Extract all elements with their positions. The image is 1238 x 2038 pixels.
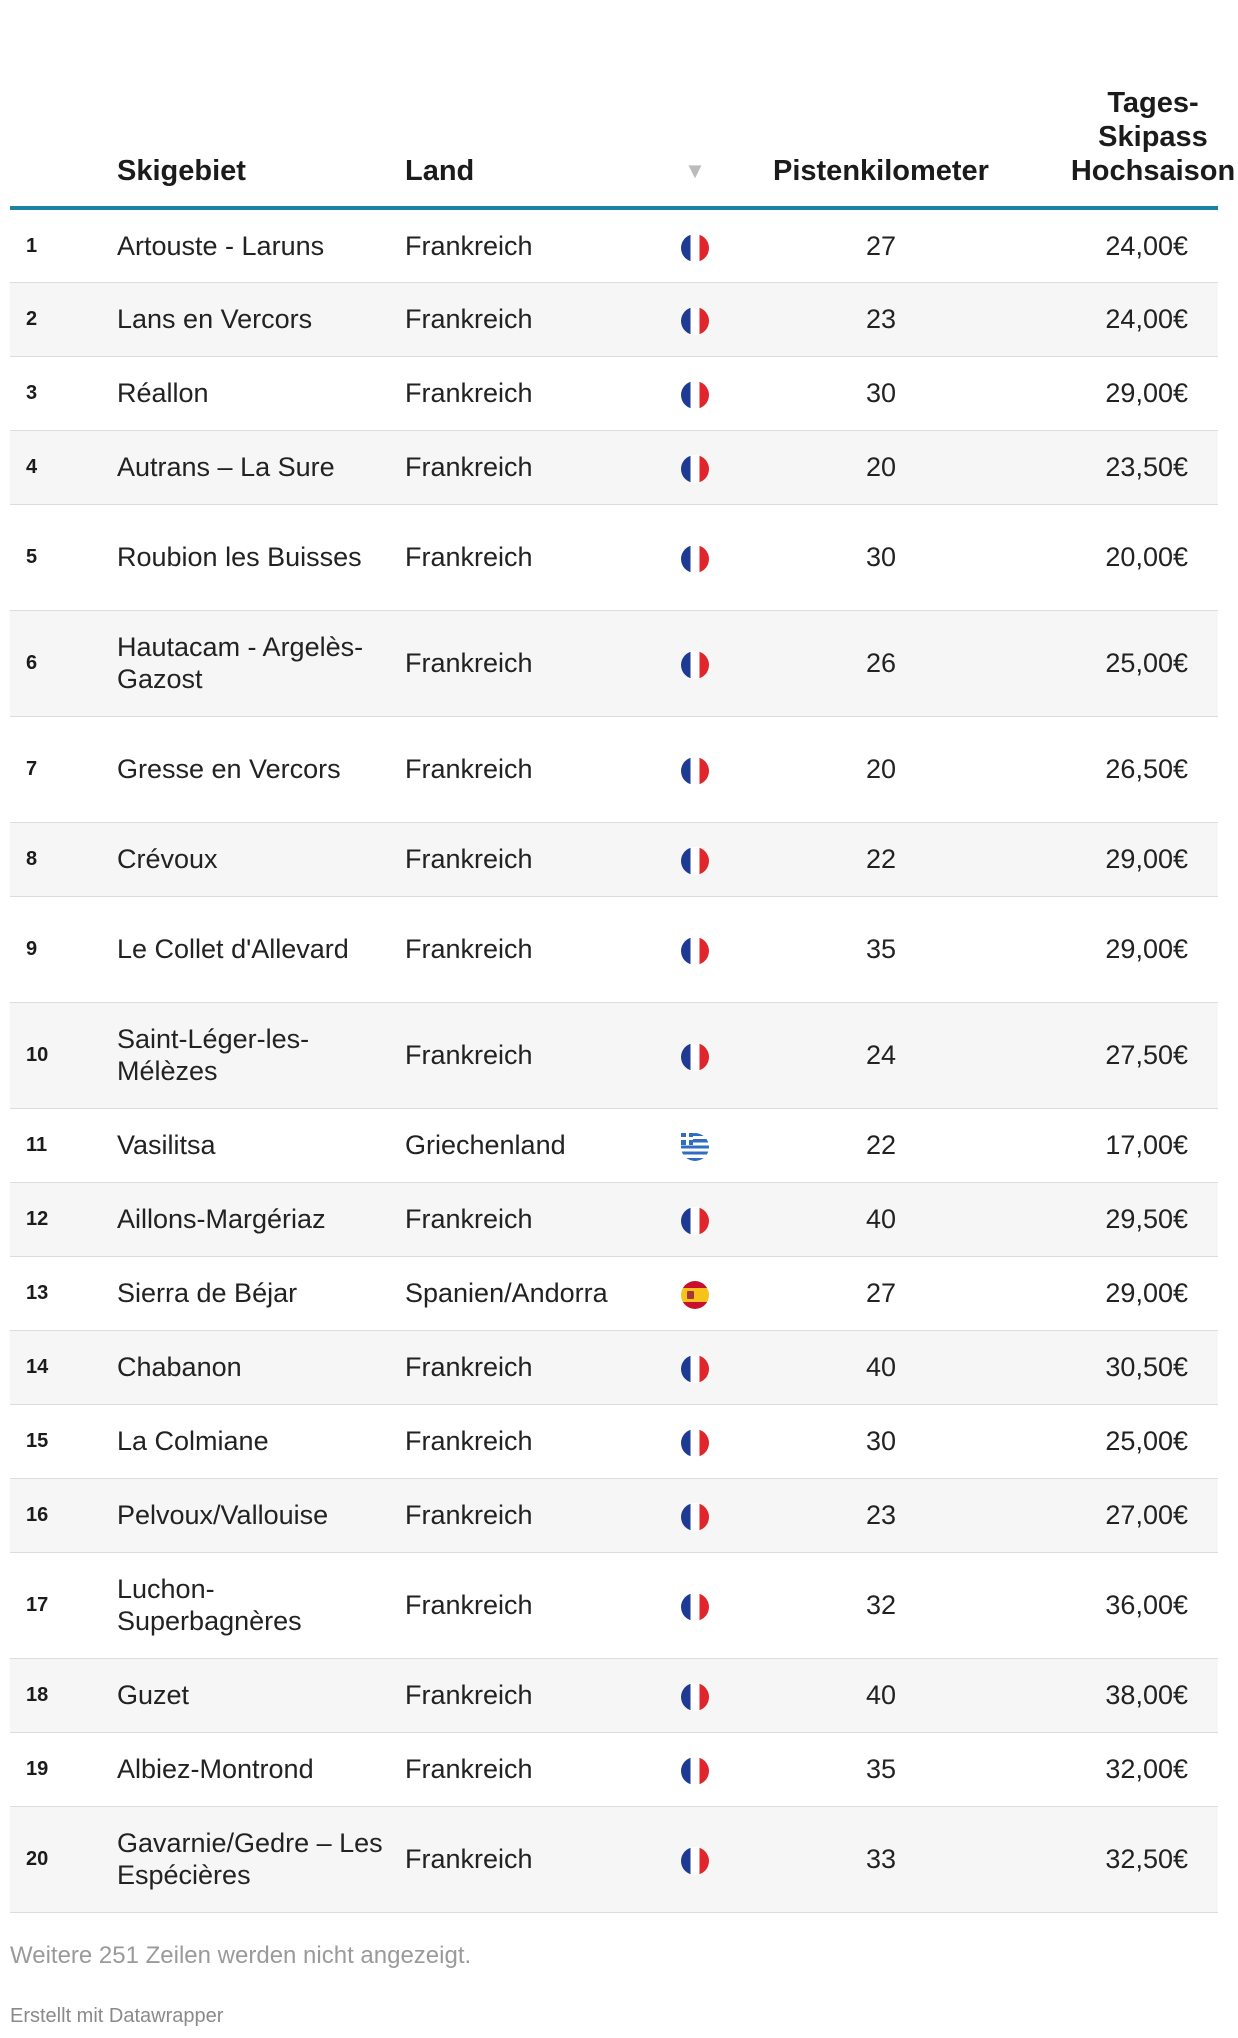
row-skigebiet: Saint-Léger-les-Mélèzes <box>117 1002 405 1108</box>
row-skipass-price: 26,50€ <box>1007 716 1218 822</box>
sort-indicator-icon[interactable]: ▼ <box>635 0 755 208</box>
greece-flag-icon <box>681 1133 709 1161</box>
table-row <box>10 716 1218 822</box>
row-pistenkilometer: 27 <box>755 1256 1007 1330</box>
row-skigebiet: Crévoux <box>117 822 405 896</box>
row-rank: 1 <box>10 208 117 282</box>
header-skigebiet[interactable]: Skigebiet <box>117 0 405 208</box>
france-flag-icon <box>681 1683 709 1711</box>
row-pistenkilometer: 35 <box>755 896 1007 1002</box>
row-rank: 15 <box>10 1404 117 1478</box>
row-rank: 2 <box>10 282 117 356</box>
row-skipass-price: 25,00€ <box>1007 610 1218 716</box>
row-rank: 5 <box>10 504 117 610</box>
row-skigebiet: Sierra de Béjar <box>117 1256 405 1330</box>
row-skigebiet: Vasilitsa <box>117 1108 405 1182</box>
row-skigebiet: Autrans – La Sure <box>117 430 405 504</box>
row-pistenkilometer: 20 <box>755 716 1007 822</box>
row-skipass-price: 29,00€ <box>1007 1256 1218 1330</box>
table-row <box>10 1552 1218 1658</box>
row-skigebiet: Chabanon <box>117 1330 405 1404</box>
row-flag <box>635 716 755 822</box>
row-flag <box>635 208 755 282</box>
row-pistenkilometer: 33 <box>755 1806 1007 1912</box>
row-skipass-price: 30,50€ <box>1007 1330 1218 1404</box>
row-skigebiet: Guzet <box>117 1658 405 1732</box>
france-flag-icon <box>681 1503 709 1531</box>
row-rank: 7 <box>10 716 117 822</box>
row-rank: 3 <box>10 356 117 430</box>
row-pistenkilometer: 40 <box>755 1658 1007 1732</box>
row-rank: 4 <box>10 430 117 504</box>
row-skigebiet: Gavarnie/Gedre – Les Espécières <box>117 1806 405 1912</box>
row-flag <box>635 504 755 610</box>
row-pistenkilometer: 32 <box>755 1552 1007 1658</box>
row-pistenkilometer: 22 <box>755 822 1007 896</box>
row-skigebiet: La Colmiane <box>117 1404 405 1478</box>
row-skigebiet: Gresse en Vercors <box>117 716 405 822</box>
row-skigebiet: Aillons-Margériaz <box>117 1182 405 1256</box>
row-skipass-price: 23,50€ <box>1007 430 1218 504</box>
row-flag <box>635 896 755 1002</box>
row-land: Frankreich <box>405 1806 635 1912</box>
row-skigebiet: Hautacam - Argelès-Gazost <box>117 610 405 716</box>
table-row <box>10 1330 1218 1404</box>
row-land: Frankreich <box>405 1478 635 1552</box>
france-flag-icon <box>681 1429 709 1457</box>
row-flag <box>635 430 755 504</box>
more-rows-note: Weitere 251 Zeilen werden nicht angezeigt. <box>10 1942 472 1969</box>
table-row <box>10 1404 1218 1478</box>
row-pistenkilometer: 22 <box>755 1108 1007 1182</box>
row-skigebiet: Lans en Vercors <box>117 282 405 356</box>
row-flag <box>635 1552 755 1658</box>
row-skipass-price: 27,50€ <box>1007 1002 1218 1108</box>
row-skigebiet: Artouste - Laruns <box>117 208 405 282</box>
row-flag <box>635 356 755 430</box>
row-flag <box>635 1478 755 1552</box>
row-skipass-price: 17,00€ <box>1007 1108 1218 1182</box>
table-row <box>10 1108 1218 1182</box>
row-pistenkilometer: 40 <box>755 1182 1007 1256</box>
france-flag-icon <box>681 455 709 483</box>
row-rank: 17 <box>10 1552 117 1658</box>
row-land: Frankreich <box>405 208 635 282</box>
table-row <box>10 896 1218 1002</box>
row-flag <box>635 1256 755 1330</box>
row-pistenkilometer: 23 <box>755 1478 1007 1552</box>
datawrapper-credit-link[interactable]: Erstellt mit Datawrapper <box>10 2005 224 2027</box>
row-land: Frankreich <box>405 1002 635 1108</box>
row-skipass-price: 25,00€ <box>1007 1404 1218 1478</box>
ski-resort-table <box>10 0 1236 1913</box>
row-skigebiet: Roubion les Buisses <box>117 504 405 610</box>
table-row <box>10 1806 1218 1912</box>
row-land: Frankreich <box>405 356 635 430</box>
row-land: Griechenland <box>405 1108 635 1182</box>
table-row <box>10 610 1218 716</box>
table-row <box>10 1478 1218 1552</box>
france-flag-icon <box>681 937 709 965</box>
row-pistenkilometer: 20 <box>755 430 1007 504</box>
row-land: Frankreich <box>405 1404 635 1478</box>
table-row <box>10 504 1218 610</box>
table-row <box>10 1658 1218 1732</box>
row-skipass-price: 32,00€ <box>1007 1732 1218 1806</box>
row-flag <box>635 1806 755 1912</box>
row-rank: 18 <box>10 1658 117 1732</box>
row-land: Frankreich <box>405 610 635 716</box>
row-skipass-price: 29,00€ <box>1007 822 1218 896</box>
row-flag <box>635 1330 755 1404</box>
row-skipass-price: 29,00€ <box>1007 896 1218 1002</box>
row-land: Frankreich <box>405 896 635 1002</box>
table-row <box>10 208 1218 282</box>
row-skipass-price: 24,00€ <box>1007 282 1218 356</box>
row-pistenkilometer: 30 <box>755 1404 1007 1478</box>
row-rank: 19 <box>10 1732 117 1806</box>
row-land: Frankreich <box>405 822 635 896</box>
row-rank: 13 <box>10 1256 117 1330</box>
france-flag-icon <box>681 651 709 679</box>
france-flag-icon <box>681 545 709 573</box>
row-rank: 9 <box>10 896 117 1002</box>
row-rank: 16 <box>10 1478 117 1552</box>
row-land: Frankreich <box>405 430 635 504</box>
table-row <box>10 1182 1218 1256</box>
row-land: Frankreich <box>405 282 635 356</box>
row-skipass-price: 24,00€ <box>1007 208 1218 282</box>
row-flag <box>635 822 755 896</box>
row-rank: 10 <box>10 1002 117 1108</box>
row-land: Frankreich <box>405 1330 635 1404</box>
row-pistenkilometer: 23 <box>755 282 1007 356</box>
row-skipass-price: 32,50€ <box>1007 1806 1218 1912</box>
row-skipass-price: 29,50€ <box>1007 1182 1218 1256</box>
row-skipass-price: 20,00€ <box>1007 504 1218 610</box>
header-rank[interactable] <box>10 0 117 208</box>
row-flag <box>635 1732 755 1806</box>
header-pistenkilometer[interactable]: Pistenkilometer <box>755 0 1007 208</box>
row-skipass-price: 36,00€ <box>1007 1552 1218 1658</box>
row-flag <box>635 1404 755 1478</box>
row-land: Frankreich <box>405 504 635 610</box>
table-body <box>10 208 1218 1912</box>
france-flag-icon <box>681 307 709 335</box>
spain-flag-icon <box>681 1281 709 1309</box>
header-land[interactable]: Land <box>405 0 635 208</box>
table-row <box>10 1256 1218 1330</box>
row-skigebiet: Albiez-Montrond <box>117 1732 405 1806</box>
row-flag <box>635 1108 755 1182</box>
row-rank: 12 <box>10 1182 117 1256</box>
row-pistenkilometer: 40 <box>755 1330 1007 1404</box>
row-rank: 20 <box>10 1806 117 1912</box>
table-row <box>10 1002 1218 1108</box>
france-flag-icon <box>681 1207 709 1235</box>
row-rank: 8 <box>10 822 117 896</box>
table-row <box>10 1732 1218 1806</box>
france-flag-icon <box>681 757 709 785</box>
france-flag-icon <box>681 381 709 409</box>
france-flag-icon <box>681 1355 709 1383</box>
table-row <box>10 822 1218 896</box>
row-pistenkilometer: 24 <box>755 1002 1007 1108</box>
row-land: Frankreich <box>405 1182 635 1256</box>
row-flag <box>635 1182 755 1256</box>
row-skipass-price: 38,00€ <box>1007 1658 1218 1732</box>
datawrapper-table <box>10 0 1236 1913</box>
row-pistenkilometer: 35 <box>755 1732 1007 1806</box>
row-skipass-price: 29,00€ <box>1007 356 1218 430</box>
header-tagesskipass-label: Tages-Skipass Hochsaison <box>1070 87 1236 187</box>
row-land: Frankreich <box>405 1552 635 1658</box>
row-pistenkilometer: 30 <box>755 356 1007 430</box>
france-flag-icon <box>681 1847 709 1875</box>
row-flag <box>635 1658 755 1732</box>
row-skigebiet: Pelvoux/Vallouise <box>117 1478 405 1552</box>
row-skipass-price: 27,00€ <box>1007 1478 1218 1552</box>
table-row <box>10 282 1218 356</box>
france-flag-icon <box>681 1757 709 1785</box>
france-flag-icon <box>681 1043 709 1071</box>
table-row <box>10 356 1218 430</box>
row-skigebiet: Le Collet d'Allevard <box>117 896 405 1002</box>
row-flag <box>635 1002 755 1108</box>
table-header-row <box>10 0 1218 208</box>
row-land: Frankreich <box>405 716 635 822</box>
row-skigebiet: Réallon <box>117 356 405 430</box>
row-land: Frankreich <box>405 1732 635 1806</box>
table-row <box>10 430 1218 504</box>
row-flag <box>635 282 755 356</box>
row-rank: 6 <box>10 610 117 716</box>
france-flag-icon <box>681 847 709 875</box>
france-flag-icon <box>681 1593 709 1621</box>
row-land: Spanien/Andorra <box>405 1256 635 1330</box>
row-pistenkilometer: 26 <box>755 610 1007 716</box>
row-pistenkilometer: 30 <box>755 504 1007 610</box>
row-flag <box>635 610 755 716</box>
row-pistenkilometer: 27 <box>755 208 1007 282</box>
france-flag-icon <box>681 234 709 262</box>
row-land: Frankreich <box>405 1658 635 1732</box>
row-rank: 14 <box>10 1330 117 1404</box>
header-tagesskipass[interactable] <box>1007 0 1236 208</box>
row-rank: 11 <box>10 1108 117 1182</box>
row-skigebiet: Luchon-Superbagnères <box>117 1552 405 1658</box>
